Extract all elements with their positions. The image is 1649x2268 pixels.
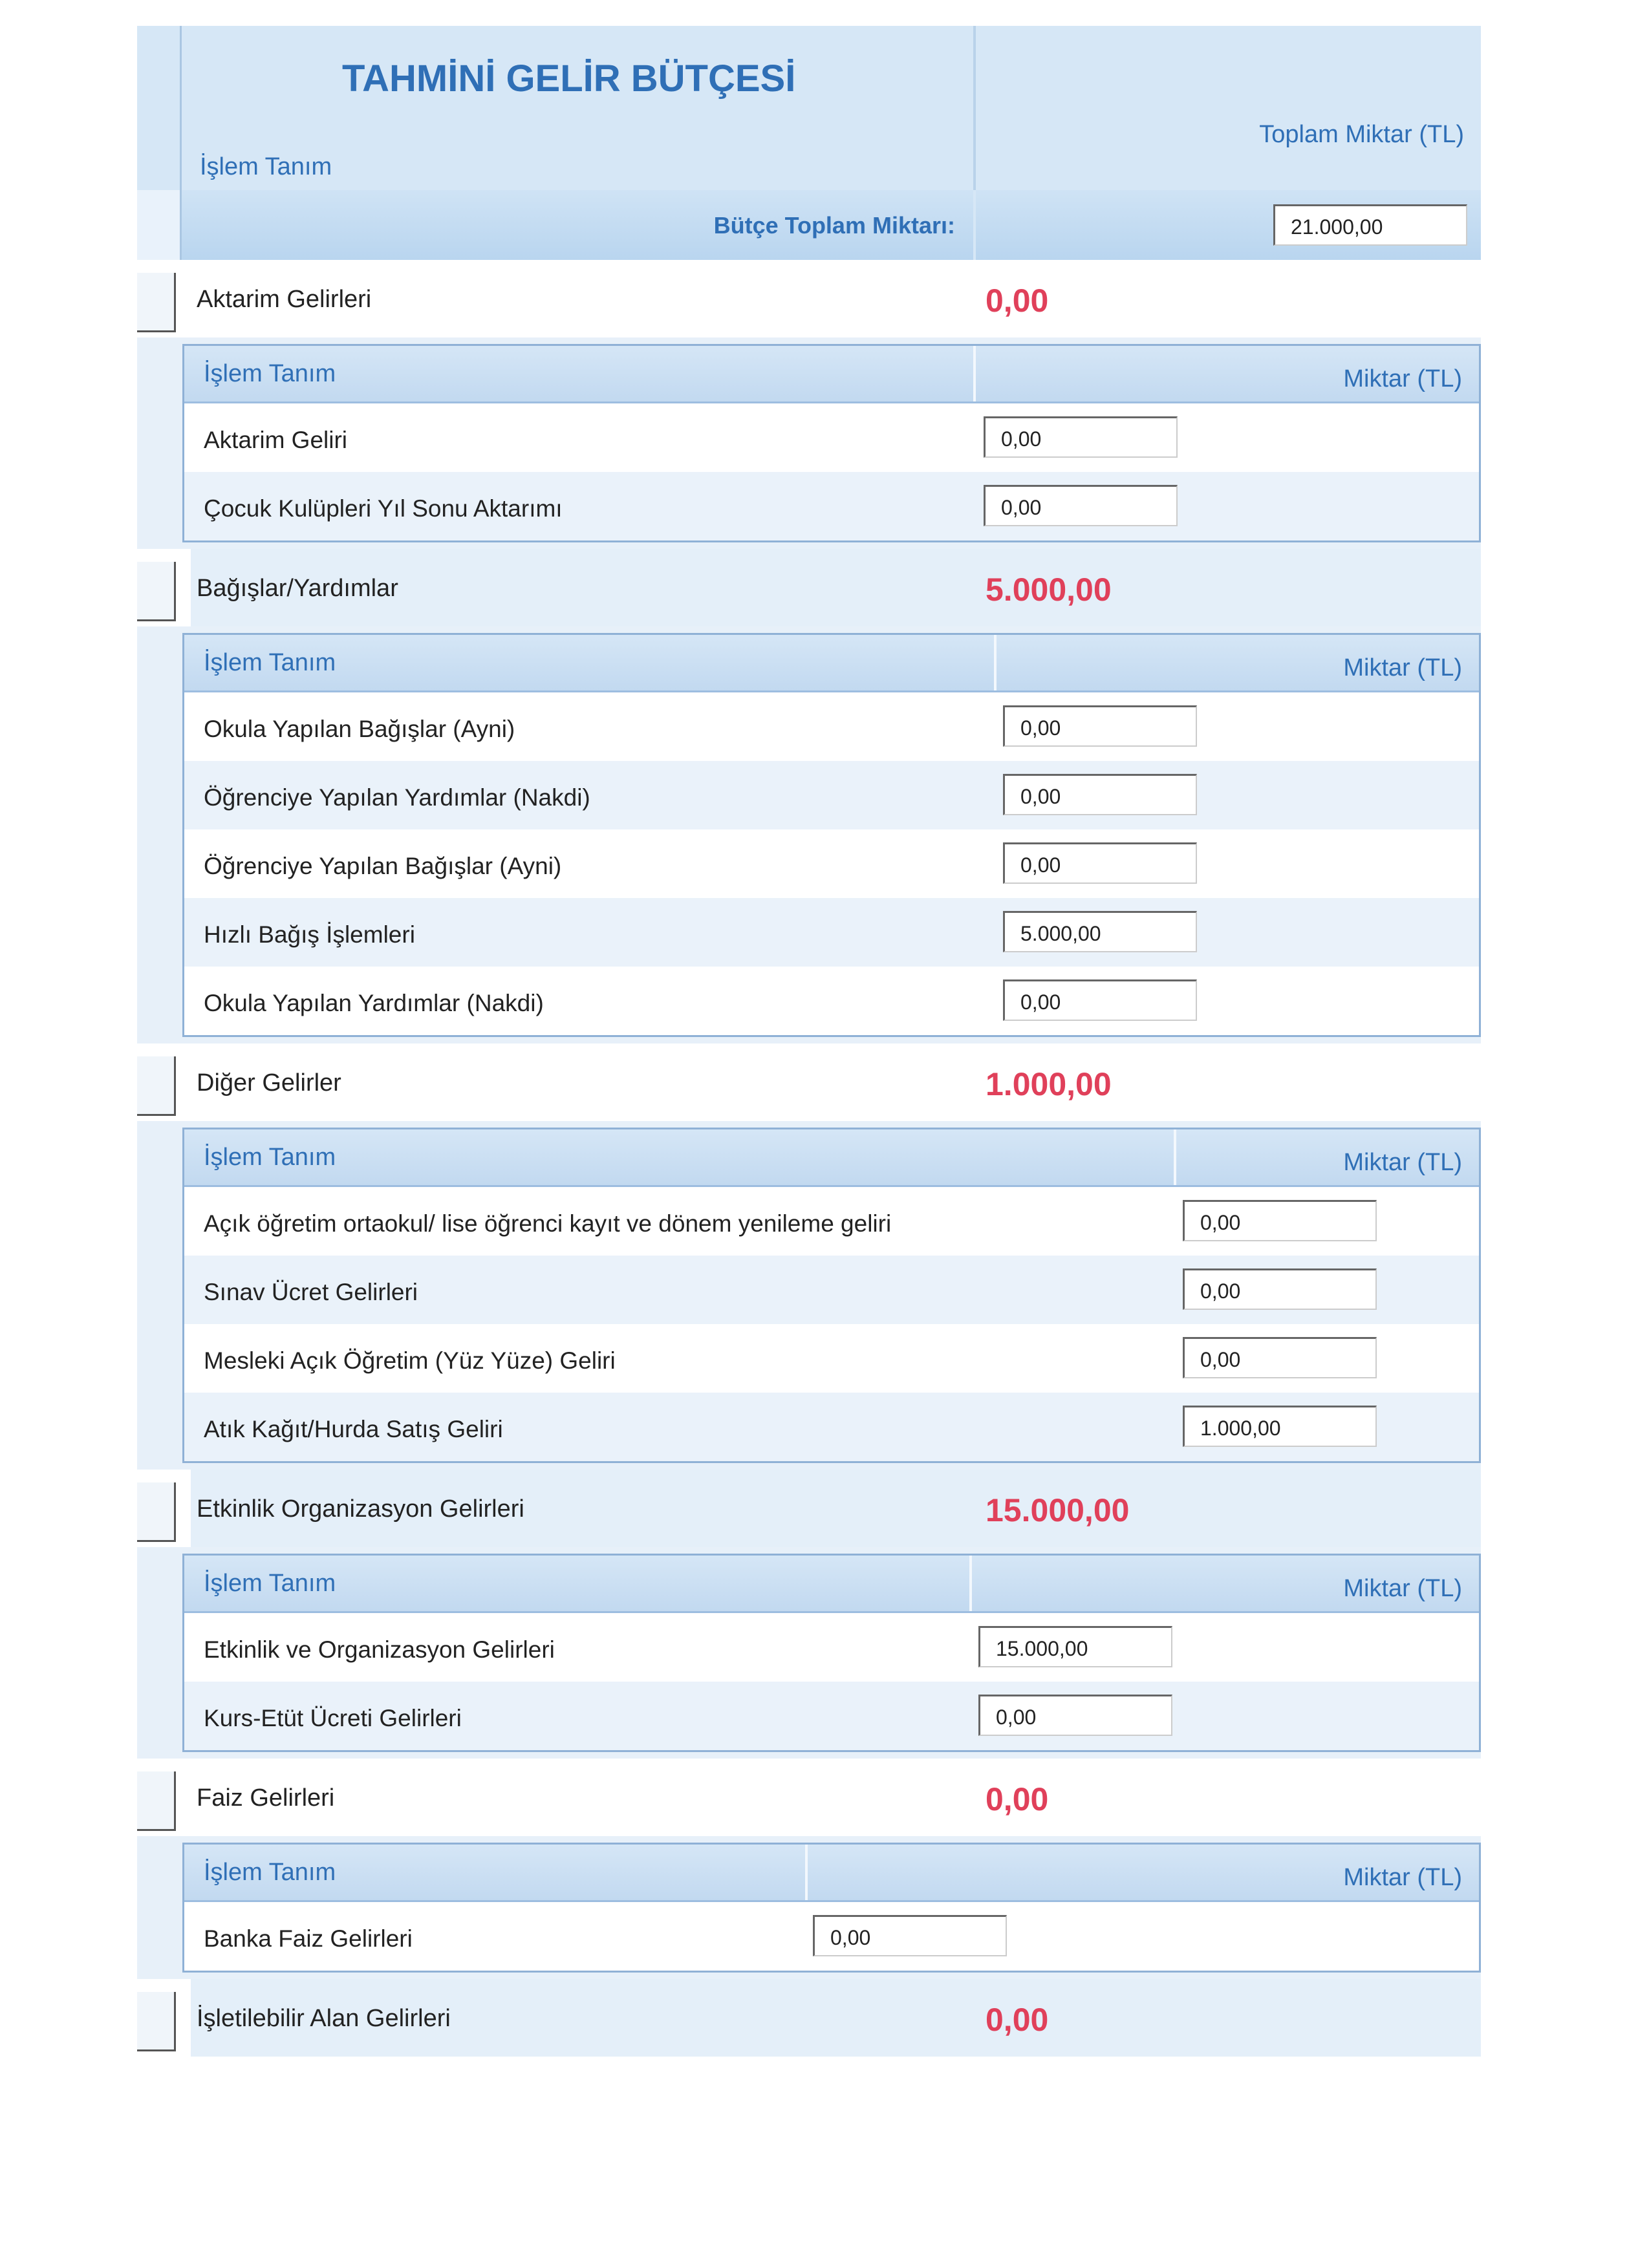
header-stub [137,26,182,190]
budget-form [137,26,1481,2057]
amount-input[interactable]: 15.000,00 [978,1626,1172,1667]
amount-input[interactable]: 0,00 [1183,1200,1377,1241]
detail-label: Öğrenciye Yapılan Bağışlar (Ayni) [204,853,562,879]
expand-toggle-button[interactable] [137,1992,176,2051]
detail-desc-header: İşlem Tanım [204,1570,336,1597]
category-row [137,1470,1481,1547]
detail-row [184,692,1479,761]
detail-label: Mesleki Açık Öğretim (Yüz Yüze) Geliri [204,1347,616,1374]
detail-table [182,344,1481,542]
expand-toggle-button[interactable] [137,562,176,621]
category-row [137,1759,1481,1836]
amount-input[interactable]: 5.000,00 [1003,911,1197,952]
category-name: Diğer Gelirler [197,1069,341,1097]
amount-input[interactable]: 0,00 [1003,774,1197,815]
detail-label: Okula Yapılan Yardımlar (Nakdi) [204,990,544,1016]
total-label-cell [182,190,976,260]
amount-input[interactable]: 1.000,00 [1183,1406,1377,1447]
detail-row [184,1613,1479,1682]
expand-toggle-button[interactable] [137,1056,176,1116]
category-name: Etkinlik Organizasyon Gelirleri [197,1495,524,1523]
detail-label: Etkinlik ve Organizasyon Gelirleri [204,1636,555,1663]
column-divider [805,1845,808,1900]
detail-row [184,1256,1479,1324]
category-detail-table [137,1836,1481,1979]
detail-row [184,472,1479,540]
page-title: TAHMİNİ GELİR BÜTÇESİ [342,58,796,100]
detail-row [184,1393,1479,1461]
header-right [976,26,1481,190]
total-amount-field[interactable]: 21.000,00 [1273,204,1467,246]
category-name: Bağışlar/Yardımlar [197,575,398,602]
category-amount: 0,00 [986,2002,1049,2038]
category-amount: 5.000,00 [986,572,1112,608]
form-header [137,26,1481,190]
detail-table [182,1554,1481,1752]
detail-desc-header: İşlem Tanım [204,360,336,387]
detail-table-header [184,1556,1479,1613]
detail-table-header [184,346,1479,403]
category-detail-table [137,626,1481,1043]
detail-label: Öğrenciye Yapılan Yardımlar (Nakdi) [204,784,590,811]
detail-label: Açık öğretim ortaokul/ lise öğrenci kayıt ve dönem yenileme geliri [204,1210,892,1237]
column-divider [1174,1129,1176,1185]
detail-amount-header: Miktar (TL) [1343,1149,1462,1176]
detail-table-header [184,1845,1479,1902]
column-divider [994,635,997,690]
category-row [137,260,1481,337]
column-divider [973,346,976,401]
budget-total-row [137,190,1481,260]
detail-row [184,1902,1479,1971]
category-amount: 0,00 [986,283,1049,319]
amount-input[interactable]: 0,00 [1183,1337,1377,1378]
detail-row [184,967,1479,1035]
detail-label: Okula Yapılan Bağışlar (Ayni) [204,716,515,742]
detail-label: Atık Kağıt/Hurda Satış Geliri [204,1416,503,1442]
detail-table [182,633,1481,1037]
category-detail-table [137,1547,1481,1759]
category-amount: 15.000,00 [986,1492,1130,1528]
expand-toggle-button[interactable] [137,1482,176,1542]
detail-row [184,761,1479,829]
total-stub [137,190,182,260]
column-divider [969,1556,972,1611]
category-name: Aktarim Gelirleri [197,286,372,313]
expand-toggle-button[interactable] [137,273,176,332]
detail-amount-header: Miktar (TL) [1343,1864,1462,1891]
column-amount-header: Toplam Miktar (TL) [1259,121,1464,148]
detail-table [182,1843,1481,1973]
detail-table-header [184,635,1479,692]
category-detail-table [137,1121,1481,1470]
amount-input[interactable]: 0,00 [1003,705,1197,747]
category-detail-table [137,337,1481,549]
amount-input[interactable]: 0,00 [984,485,1178,526]
amount-input[interactable]: 0,00 [1183,1268,1377,1310]
detail-desc-header: İşlem Tanım [204,1144,336,1171]
category-amount: 0,00 [986,1781,1049,1817]
column-desc-header: İşlem Tanım [200,153,332,180]
category-name: Faiz Gelirleri [197,1784,335,1812]
category-list [137,260,1481,2057]
detail-desc-header: İşlem Tanım [204,1859,336,1886]
detail-amount-header: Miktar (TL) [1343,1575,1462,1602]
detail-row [184,1324,1479,1393]
category-name: İşletilebilir Alan Gelirleri [197,2005,451,2032]
amount-input[interactable]: 0,00 [978,1695,1172,1736]
detail-row [184,829,1479,898]
detail-desc-header: İşlem Tanım [204,649,336,676]
detail-label: Sınav Ücret Gelirleri [204,1279,418,1305]
detail-table-header [184,1129,1479,1187]
detail-label: Aktarim Geliri [204,427,348,453]
detail-amount-header: Miktar (TL) [1343,654,1462,681]
category-row [137,1979,1481,2057]
amount-input[interactable]: 0,00 [1003,979,1197,1021]
detail-row [184,403,1479,472]
detail-table [182,1128,1481,1463]
detail-amount-header: Miktar (TL) [1343,365,1462,392]
total-label: Bütçe Toplam Miktarı: [713,212,955,239]
detail-label: Kurs-Etüt Ücreti Gelirleri [204,1705,462,1731]
amount-input[interactable]: 0,00 [813,1915,1007,1956]
detail-row [184,1682,1479,1750]
amount-input[interactable]: 0,00 [984,416,1178,458]
amount-input[interactable]: 0,00 [1003,842,1197,884]
total-value-cell [976,190,1481,260]
category-amount: 1.000,00 [986,1066,1112,1102]
category-row [137,549,1481,626]
expand-toggle-button[interactable] [137,1771,176,1831]
detail-row [184,898,1479,967]
detail-label: Çocuk Kulüpleri Yıl Sonu Aktarımı [204,495,563,522]
detail-row [184,1187,1479,1256]
header-left [182,26,976,190]
category-row [137,1043,1481,1121]
detail-label: Hızlı Bağış İşlemleri [204,921,415,948]
detail-label: Banka Faiz Gelirleri [204,1925,413,1952]
